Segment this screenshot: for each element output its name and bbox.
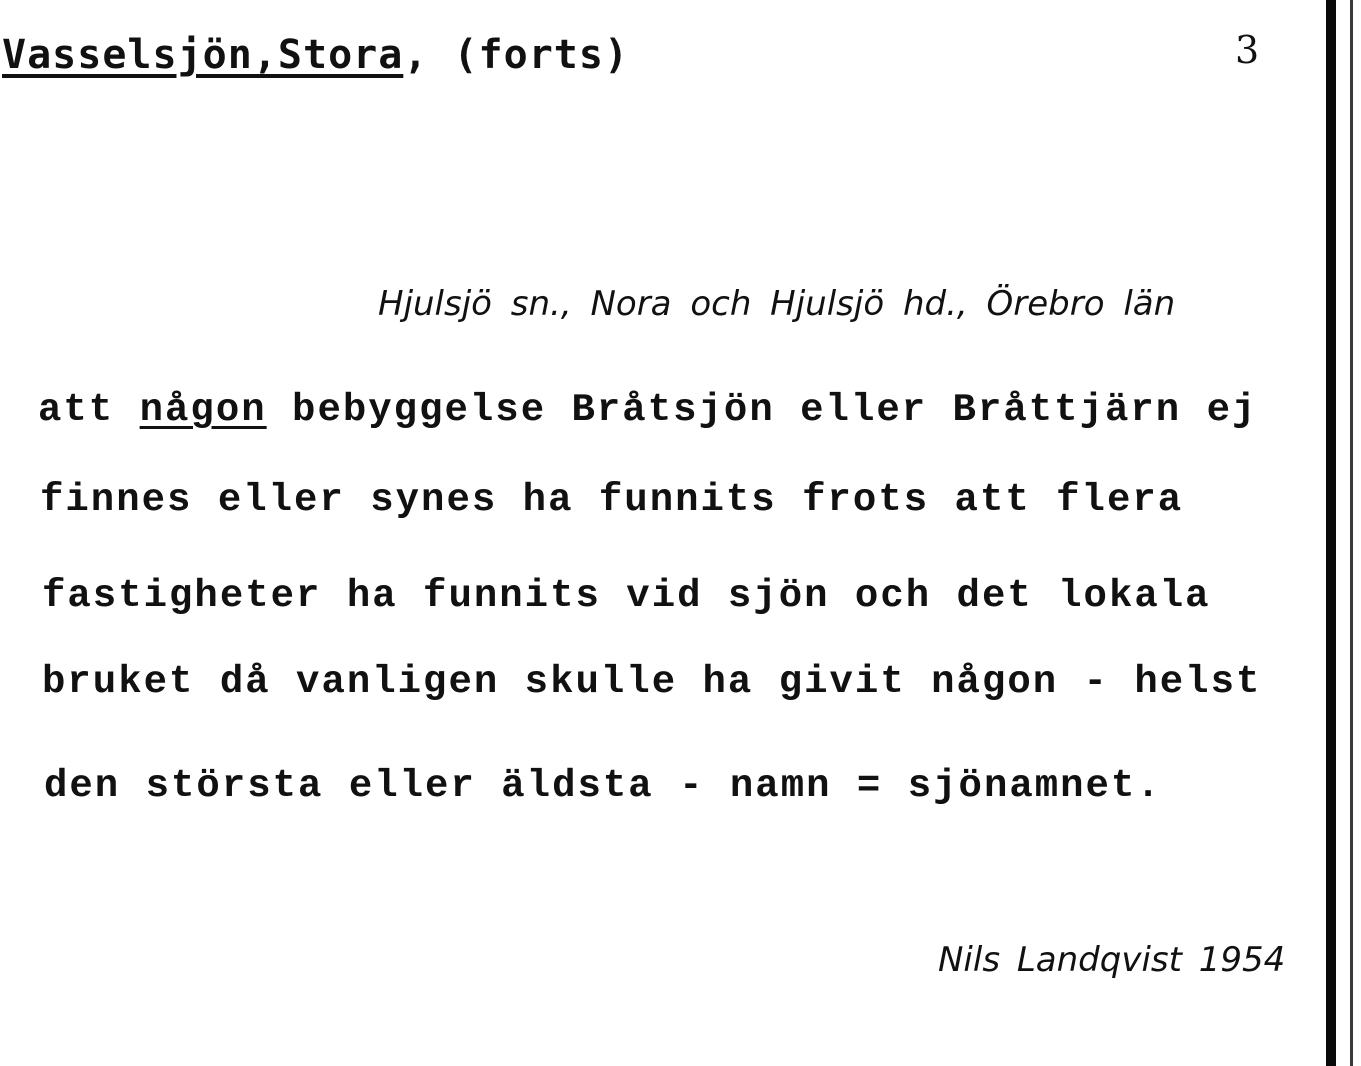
heading-place-name: Vasselsjön,Stora [2,32,404,78]
body-line-1 [38,388,1257,432]
body-line-4: bruket då vanligen skulle ha givit någon - helst [42,660,1262,704]
location-stamp: Hjulsjö sn., Nora och Hjulsjö hd., Örebro län [378,284,1176,324]
line-1-underlined-word: någon [139,388,267,432]
signature: Nils Landqvist 1954 [938,940,1286,980]
card-heading [2,32,629,78]
card-edge-shadow [1326,0,1336,1066]
card-edge-line [1350,0,1353,1066]
line-1-after: bebyggelse Bråtsjön eller Bråttjärn ej [266,388,1258,432]
body-line-3: fastigheter ha funnits vid sjön och det lokala [42,574,1211,618]
body-line-2: finnes eller synes ha funnits frots att flera [40,478,1184,522]
heading-continuation: , (forts) [403,32,630,78]
body-line-5: den största eller äldsta - namn = sjönamnet. [44,764,1162,808]
line-1-before: att [38,388,140,432]
page-number: 3 [1235,28,1260,72]
